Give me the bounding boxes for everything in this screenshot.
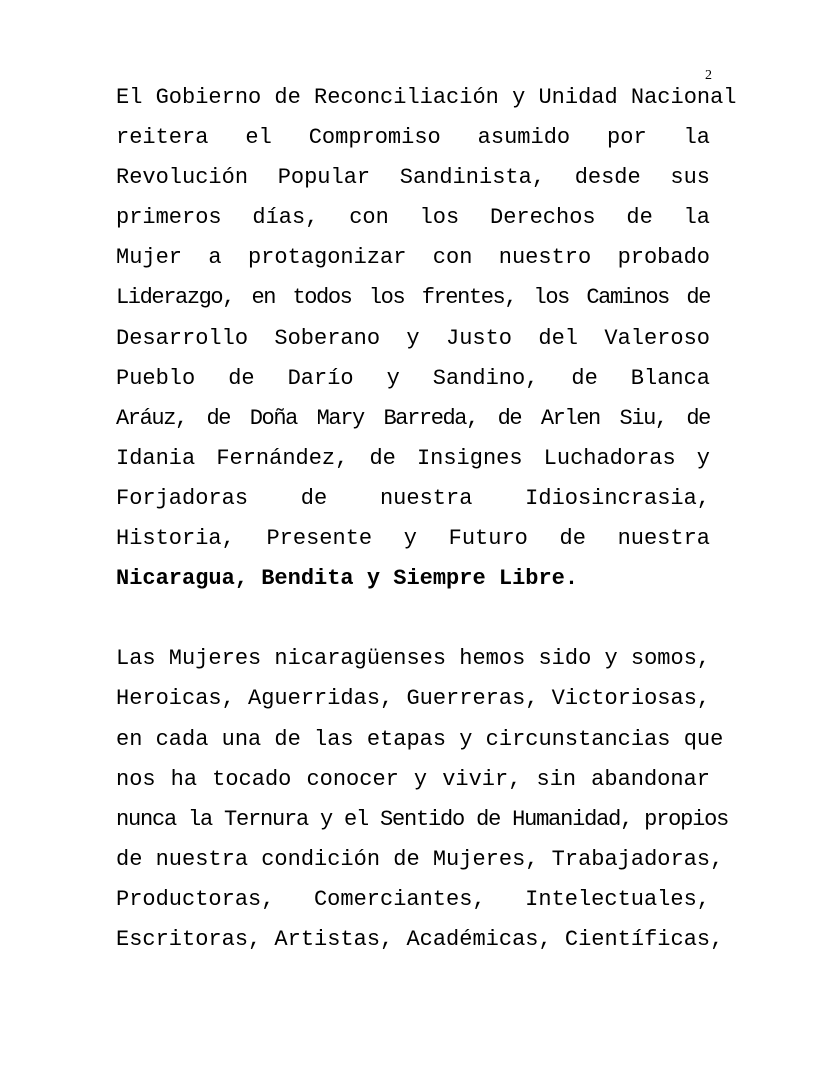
paragraph-line: Heroicas, Aguerridas, Guerreras, Victoriosas, (116, 686, 711, 712)
paragraph-line: primeros días, con los Derechos de la (116, 205, 710, 231)
document-body (116, 78, 737, 960)
paragraph-line: de nuestra condición de Mujeres, Trabajadoras, (116, 846, 724, 872)
paragraph-line: Liderazgo, en todos los frentes, los Caminos de (116, 285, 710, 311)
paragraph-line: Desarrollo Soberano y Justo del Valeroso (116, 325, 710, 351)
paragraph-line: nunca la Ternura y el Sentido de Humanidad, propios (116, 806, 729, 832)
paragraph-line: Aráuz, de Doña Mary Barreda, de Arlen Siu, de (116, 405, 710, 431)
paragraph-line: nos ha tocado conocer y vivir, sin abandonar (116, 766, 710, 792)
paragraph-line: Historia, Presente y Futuro de nuestra (116, 526, 710, 552)
paragraph-line: Idania Fernández, de Insignes Luchadoras y (116, 445, 710, 471)
paragraph-gap (116, 599, 710, 639)
paragraph-line: Escritoras, Artistas, Académicas, Científicas, (116, 926, 724, 952)
paragraph-2 (116, 639, 729, 960)
paragraph-1 (116, 78, 737, 599)
paragraph-line: Revolución Popular Sandinista, desde sus (116, 165, 710, 191)
page-number: 2 (705, 68, 712, 83)
paragraph-closing-bold: Nicaragua, Bendita y Siempre Libre. (116, 566, 579, 592)
paragraph-line: en cada una de las etapas y circunstancias que (116, 726, 724, 752)
paragraph-line: reitera el Compromiso asumido por la (116, 125, 710, 151)
paragraph-line: El Gobierno de Reconciliación y Unidad Nacional (116, 85, 737, 110)
paragraph-line: Pueblo de Darío y Sandino, de Blanca (116, 365, 710, 391)
paragraph-line: Forjadoras de nuestra Idiosincrasia, (116, 485, 710, 511)
paragraph-line: Productoras, Comerciantes, Intelectuales, (116, 886, 710, 912)
paragraph-line: Las Mujeres nicaragüenses hemos sido y somos, (116, 646, 711, 672)
paragraph-line: Mujer a protagonizar con nuestro probado (116, 245, 710, 271)
